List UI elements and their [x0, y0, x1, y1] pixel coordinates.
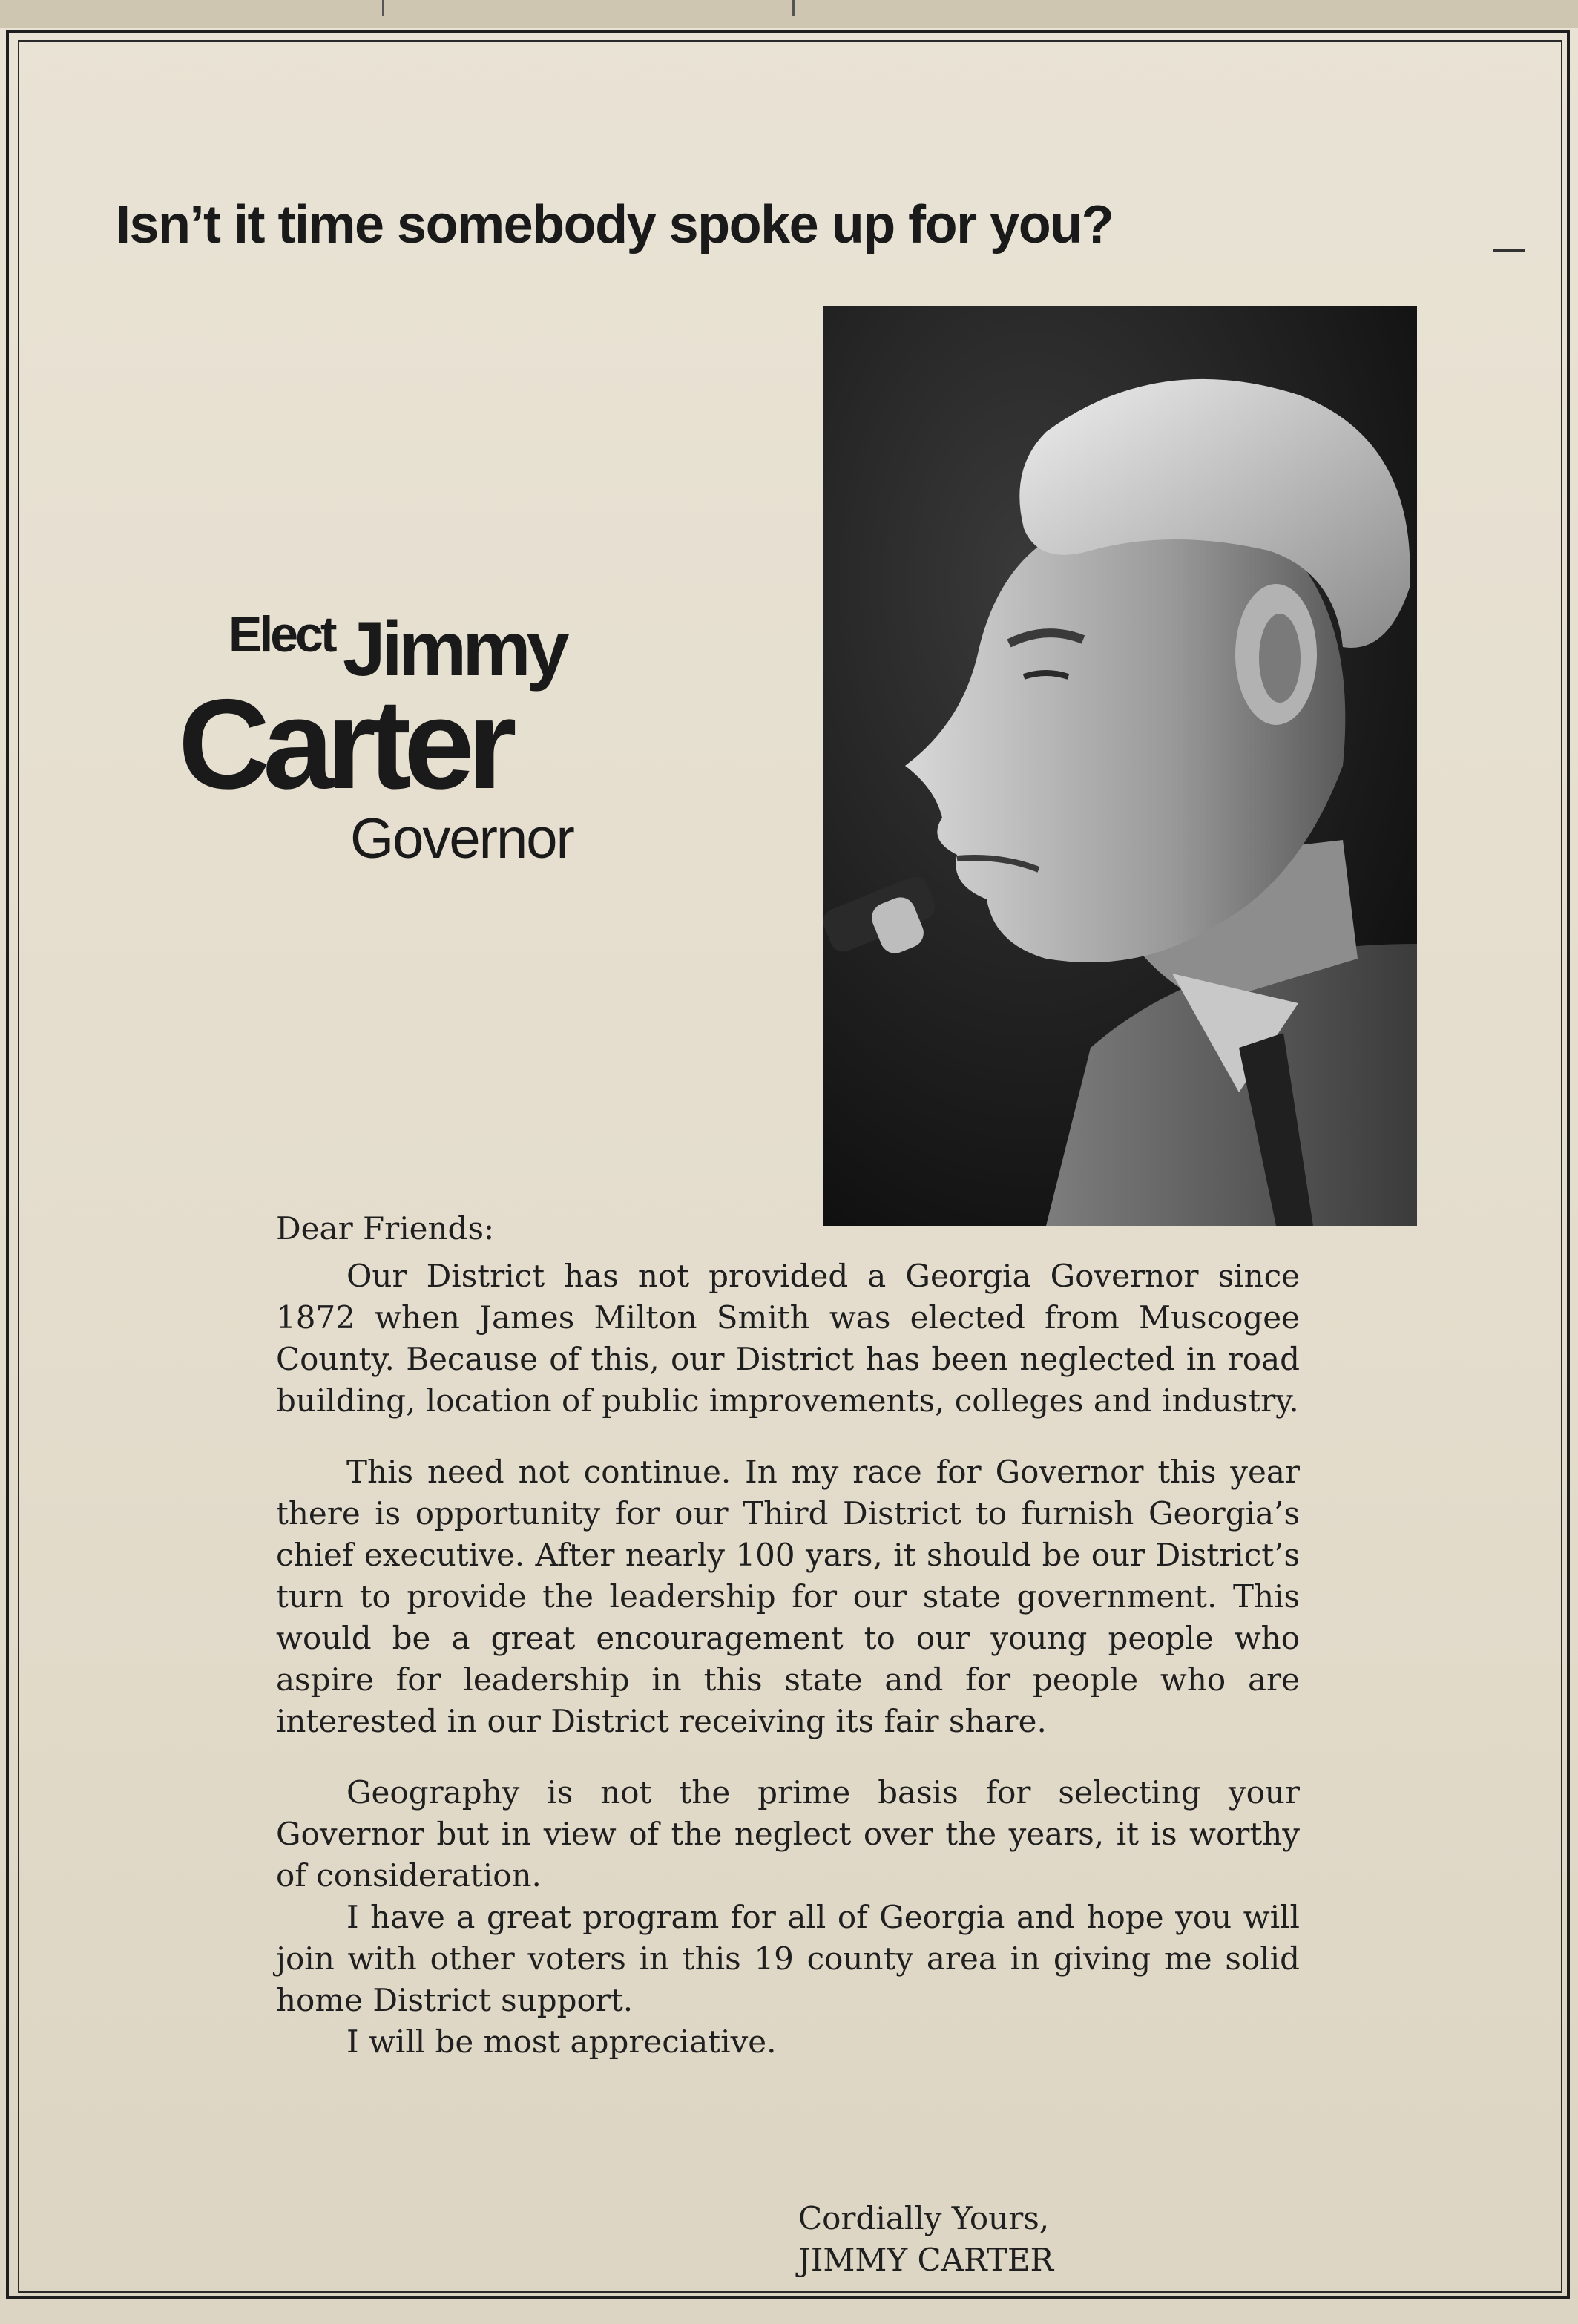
logo-governor: Governor [350, 807, 573, 868]
letter-paragraph: I will be most appreciative. [346, 2023, 777, 2060]
letter-paragraph: Geography is not the prime basis for selecting your Governor but in view of the neglect over the years, it is worthy of consideration. [276, 1774, 1300, 1894]
valediction: Cordially Yours, [798, 2200, 1050, 2236]
letter-paragraph: This need not continue. In my race for Governor this year there is opportunity for our Third District to furnish Georgia’s chief executive. After nearly 100 yars, it should be our District’s turn to provide the leadership for our state government. This would be a great encouragement to our young people who aspire for leadership in this state and for people who are interested in our District receiving its fair share. [276, 1454, 1300, 1739]
letter-paragraph: I have a great program for all of Georgia and hope you will join with other voters in this 19 county area in giving me solid home District support. [276, 1899, 1300, 2018]
signature-name: JIMMY CARTER [798, 2242, 1054, 2278]
candidate-photo [823, 306, 1417, 1226]
ad-headline: Isn’t it time somebody spoke up for you? [116, 195, 1114, 255]
letter-closing [798, 2198, 1053, 2281]
headline-rule [1493, 249, 1525, 252]
letter-paragraph: Our District has not provided a Georgia Governor since 1872 when James Milton Smith was elected from Muscogee County. Because of this, our District has been neglected in road building, location of public improvements, colleges and industry. [276, 1258, 1300, 1419]
campaign-logo [178, 601, 683, 868]
logo-elect: Elect [229, 606, 335, 663]
letter-body [276, 1208, 1300, 2063]
column-divider [382, 0, 384, 16]
letter-salutation: Dear Friends: [276, 1210, 495, 1247]
top-column-rule [0, 0, 1578, 28]
candidate-portrait-illustration [823, 306, 1417, 1226]
logo-jimmy: Jimmy [343, 606, 565, 692]
column-divider [792, 0, 795, 16]
logo-carter: Carter [178, 673, 510, 815]
